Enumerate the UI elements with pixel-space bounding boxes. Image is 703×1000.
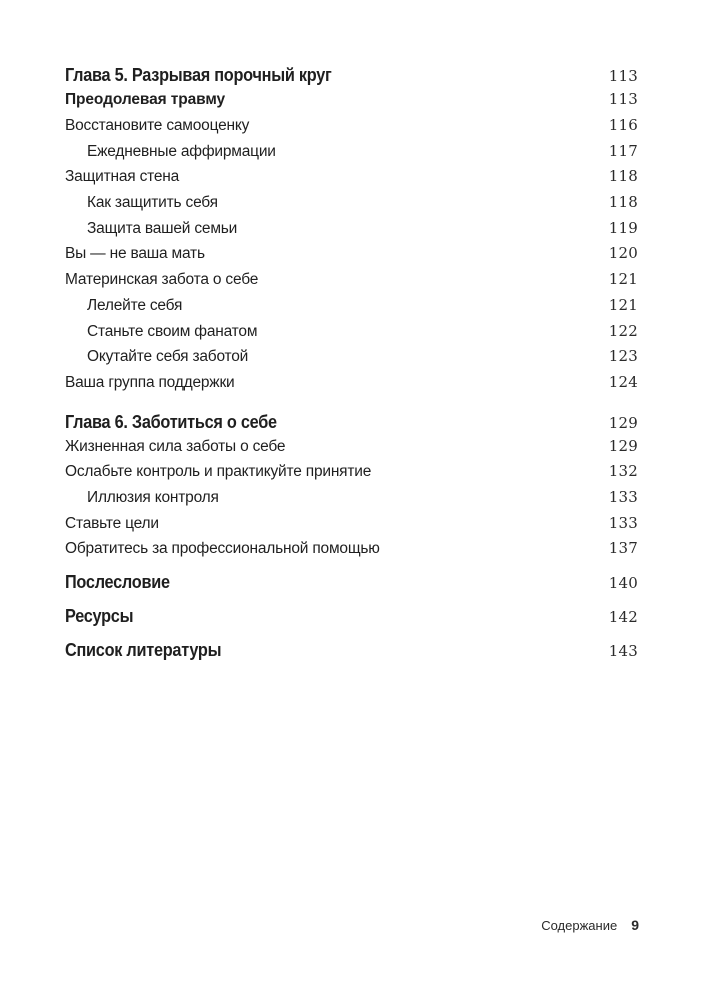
toc-entry[interactable]	[65, 270, 638, 296]
toc-entry-title: Иллюзия контроля	[87, 488, 219, 506]
toc-entry-bibliography[interactable]	[65, 639, 638, 673]
toc-entry-page: 142	[608, 608, 638, 626]
toc-entry-page: 118	[608, 167, 638, 186]
toc-subentry[interactable]	[65, 193, 638, 219]
toc-subentry[interactable]	[65, 142, 638, 168]
toc-entry-page: 122	[608, 321, 638, 340]
toc-entry-page: 129	[608, 436, 638, 455]
toc-entry-page: 119	[608, 218, 638, 237]
toc-entry-title: Как защитить себя	[87, 194, 218, 212]
toc-entry-page: 121	[608, 295, 638, 314]
toc-entry[interactable]	[65, 373, 638, 399]
toc-entry-title: Вы — не ваша мать	[65, 245, 205, 263]
toc-entry-title: Послесловие	[65, 571, 170, 592]
toc-entry-resources[interactable]	[65, 605, 638, 639]
toc-entry-title: Жизненная сила заботы о себе	[65, 437, 286, 455]
page-number: 9	[631, 917, 639, 933]
toc-entry-title: Защитная стена	[65, 168, 180, 186]
toc-entry-title: Ресурсы	[65, 605, 134, 626]
toc-entry-afterword[interactable]	[65, 571, 638, 605]
toc-entry-title: Ежедневные аффирмации	[87, 142, 276, 160]
toc-entry-page: 124	[608, 372, 638, 391]
toc-entry-title: Преодолевая травму	[65, 91, 226, 108]
toc-entry-title: Обратитесь за профессиональной помощью	[65, 540, 380, 558]
toc-entry-page: 143	[608, 642, 638, 660]
toc-entry-title: Окутайте себя заботой	[87, 348, 249, 366]
toc-subentry[interactable]	[65, 296, 638, 322]
toc-entry-title: Материнская забота о себе	[65, 271, 259, 289]
toc-entry-title: Восстановите самооценку	[65, 117, 250, 134]
toc-entry-page: 123	[608, 347, 638, 366]
table-of-contents	[65, 64, 638, 673]
toc-entry-title: Список литературы	[65, 639, 222, 660]
toc-entry-page: 113	[608, 90, 638, 108]
toc-entry-page: 129	[608, 413, 638, 432]
toc-subentry[interactable]	[65, 219, 638, 245]
toc-entry-page: 133	[608, 487, 638, 506]
toc-entry-chapter-6[interactable]	[65, 411, 638, 437]
page-footer	[541, 917, 639, 933]
toc-entry-page: 118	[608, 193, 638, 212]
toc-entry-title: Глава 6. Заботиться о себе	[65, 410, 277, 432]
toc-entry[interactable]	[65, 167, 638, 193]
toc-entry-title: Глава 5. Разрывая порочный круг	[65, 64, 332, 85]
toc-entry-page: 121	[608, 270, 638, 289]
toc-entry-title: Лелейте себя	[87, 296, 183, 314]
toc-entry-page: 120	[608, 244, 638, 263]
toc-entry-title: Ослабьте контроль и практикуйте принятие	[65, 463, 372, 481]
toc-entry-page: 116	[608, 116, 638, 134]
toc-entry-title: Защита вашей семьи	[87, 219, 238, 237]
toc-entry[interactable]	[65, 539, 638, 565]
toc-entry-page: 117	[608, 141, 638, 160]
toc-entry[interactable]	[65, 244, 638, 270]
toc-entry[interactable]	[65, 116, 638, 142]
toc-entry-page: 137	[608, 539, 638, 558]
toc-entry[interactable]	[65, 90, 638, 116]
toc-entry-title: Станьте своим фанатом	[87, 322, 258, 340]
toc-subentry[interactable]	[65, 347, 638, 373]
toc-entry-chapter-5[interactable]	[65, 64, 638, 90]
running-head: Содержание	[541, 918, 618, 933]
toc-entry[interactable]	[65, 462, 638, 488]
toc-entry[interactable]	[65, 437, 638, 463]
toc-entry-page: 140	[608, 574, 638, 592]
toc-subentry[interactable]	[65, 488, 638, 514]
toc-subentry[interactable]	[65, 322, 638, 348]
toc-entry-page: 132	[608, 462, 638, 481]
toc-entry-page: 133	[608, 513, 638, 532]
chapter-spacer	[65, 399, 638, 411]
toc-entry[interactable]	[65, 514, 638, 540]
toc-entry-title: Ставьте цели	[65, 514, 159, 532]
toc-entry-page: 113	[608, 67, 638, 85]
toc-entry-title: Ваша группа поддержки	[65, 373, 235, 391]
